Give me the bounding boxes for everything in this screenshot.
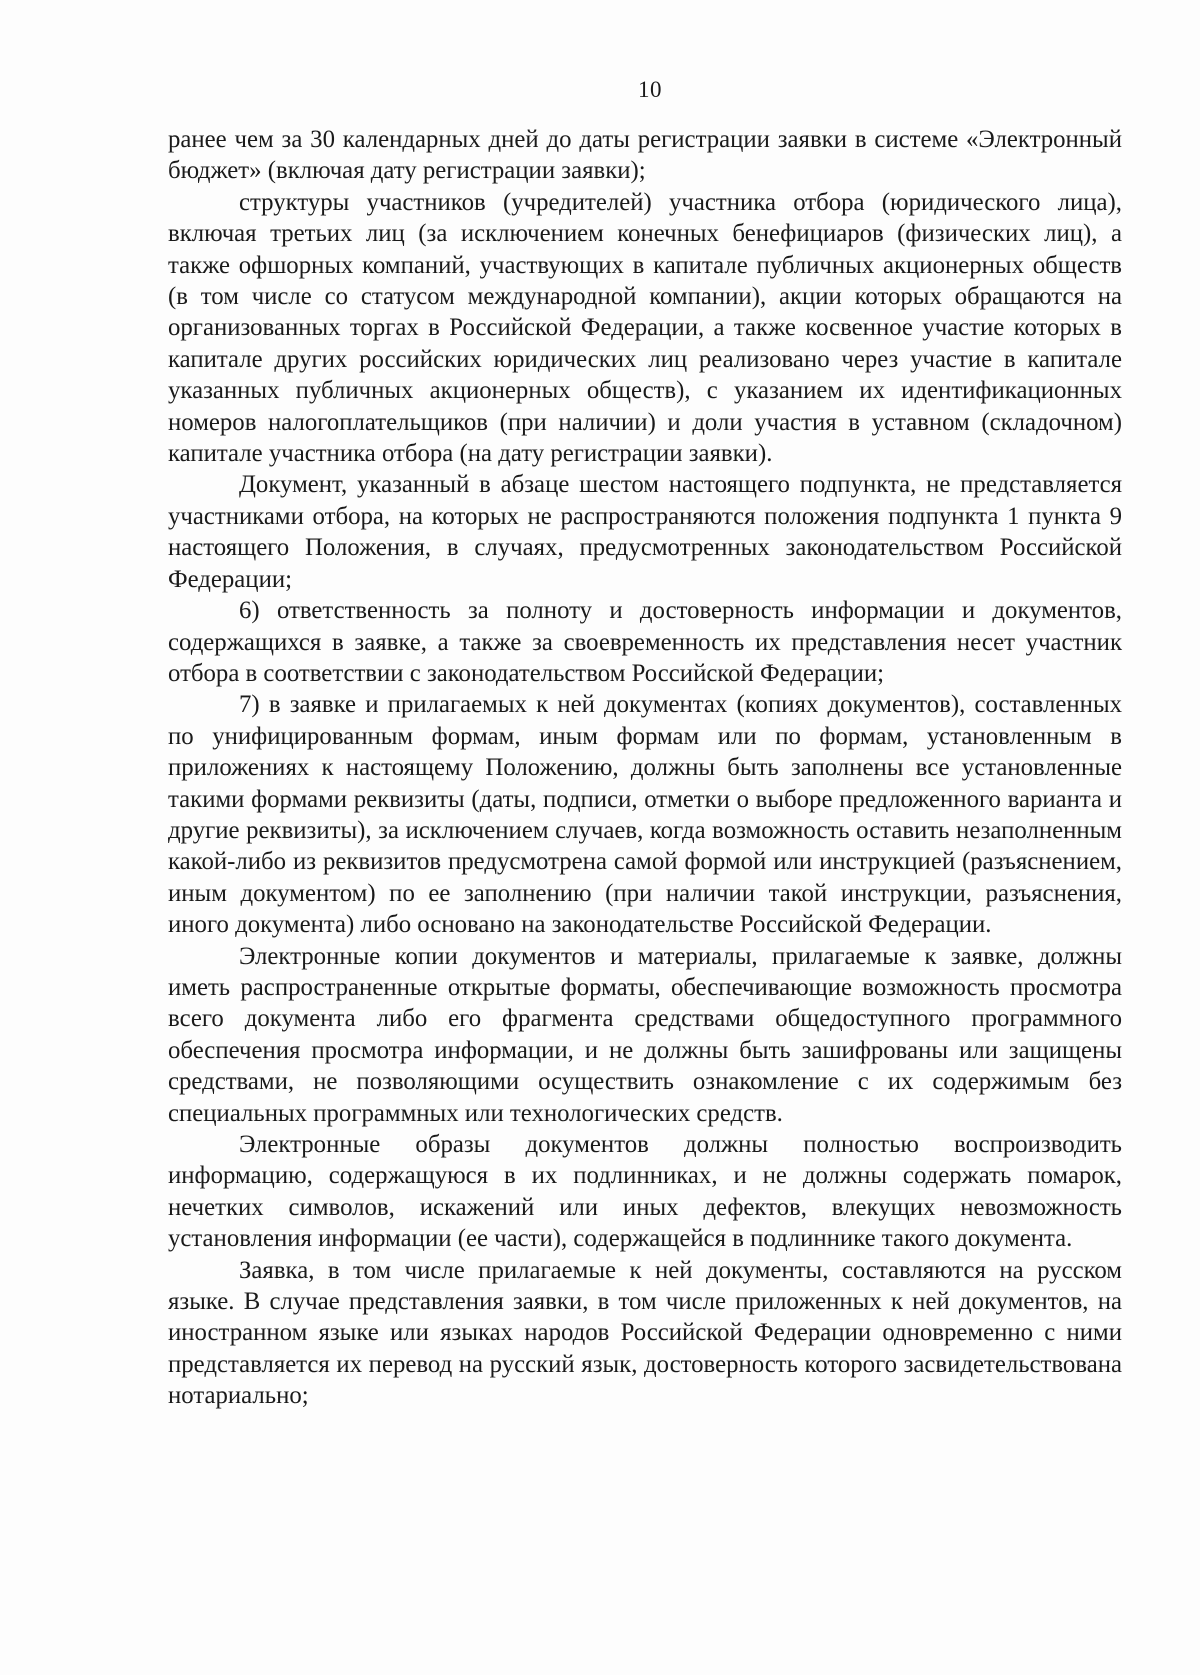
paragraph-founders-structure: структуры участников (учредителей) участника отбора (юридического лица), включая третьих лиц (за исключением конечных бенефициаров (физических лиц), а также офшорных компаний, участвующих в капитале публичных акционерных обществ (в том числе со статусом международной компании), акции которых обращаются на организованных торгах в Российской Федерации, а также косвенное участие которых в капитале других российских юридических лиц реализовано через участие в капитале указанных публичных акционерных обществ), с указанием их идентификационных номеров налогоплательщиков (при наличии) и доли участия в уставном (складочном) капитале участника отбора (на дату регистрации заявки). [168,188,1122,468]
paragraph-continuation: ранее чем за 30 календарных дней до даты регистрации заявки в системе «Электронный бюджет» (включая дату регистрации заявки); [168,126,1122,185]
paragraph-electronic-images: Электронные образы документов должны полностью воспроизводить информацию, содержащуюся в их подлинниках, и не должны содержать помарок, нечетких символов, искажений или иных дефектов, влекущих невозможность установления информации (ее части), содержащейся в подлиннике такого документа. [168,1131,1122,1253]
paragraph-document-exemption: Документ, указанный в абзаце шестом настоящего подпункта, не представляется участниками отбора, на которых не распространяются положения подпункта 1 пункта 9 настоящего Положения, в случаях, предусмотренных законодательством Российской Федерации; [168,471,1122,593]
document-body [168,124,1122,1412]
page-number: 10 [638,77,662,102]
paragraph-item-6-responsibility: 6) ответственность за полноту и достоверность информации и документов, содержащихся в заявке, а также за своевременность их представления несет участник отбора в соответствии с законодательством Российской Федерации; [168,597,1122,687]
paragraph-electronic-copies: Электронные копии документов и материалы, прилагаемые к заявке, должны иметь распространенные открытые форматы, обеспечивающие возможность просмотра всего документа либо его фрагмента средствами общедоступного программного обеспечения просмотра информации, и не должны быть зашифрованы или защищены средствами, не позволяющими осуществить ознакомление с их содержимым без специальных программных или технологических средств. [168,942,1122,1127]
paragraph-language: Заявка, в том числе прилагаемые к ней документы, составляются на русском языке. В случае представления заявки, в том числе приложенных к ней документов, на иностранном языке или языках народов Российской Федерации одновременно с ними представляется их перевод на русский язык, достоверность которого засвидетельствована нотариально; [168,1256,1122,1410]
paragraph-item-7-requisites: 7) в заявке и прилагаемых к ней документах (копиях документов), составленных по унифицированным формам, иным формам или по формам, установленным в приложениях к настоящему Положению, должны быть заполнены все установленные такими формами реквизиты (даты, подписи, отметки о выборе предложенного варианта и другие реквизиты), за исключением случаев, когда возможность оставить незаполненным какой-либо из реквизитов предусмотрена самой формой или инструкцией (разъяснением, иным документом) по ее заполнению (при наличии такой инструкции, разъяснения, иного документа) либо основано на законодательстве Российской Федерации. [168,691,1122,939]
